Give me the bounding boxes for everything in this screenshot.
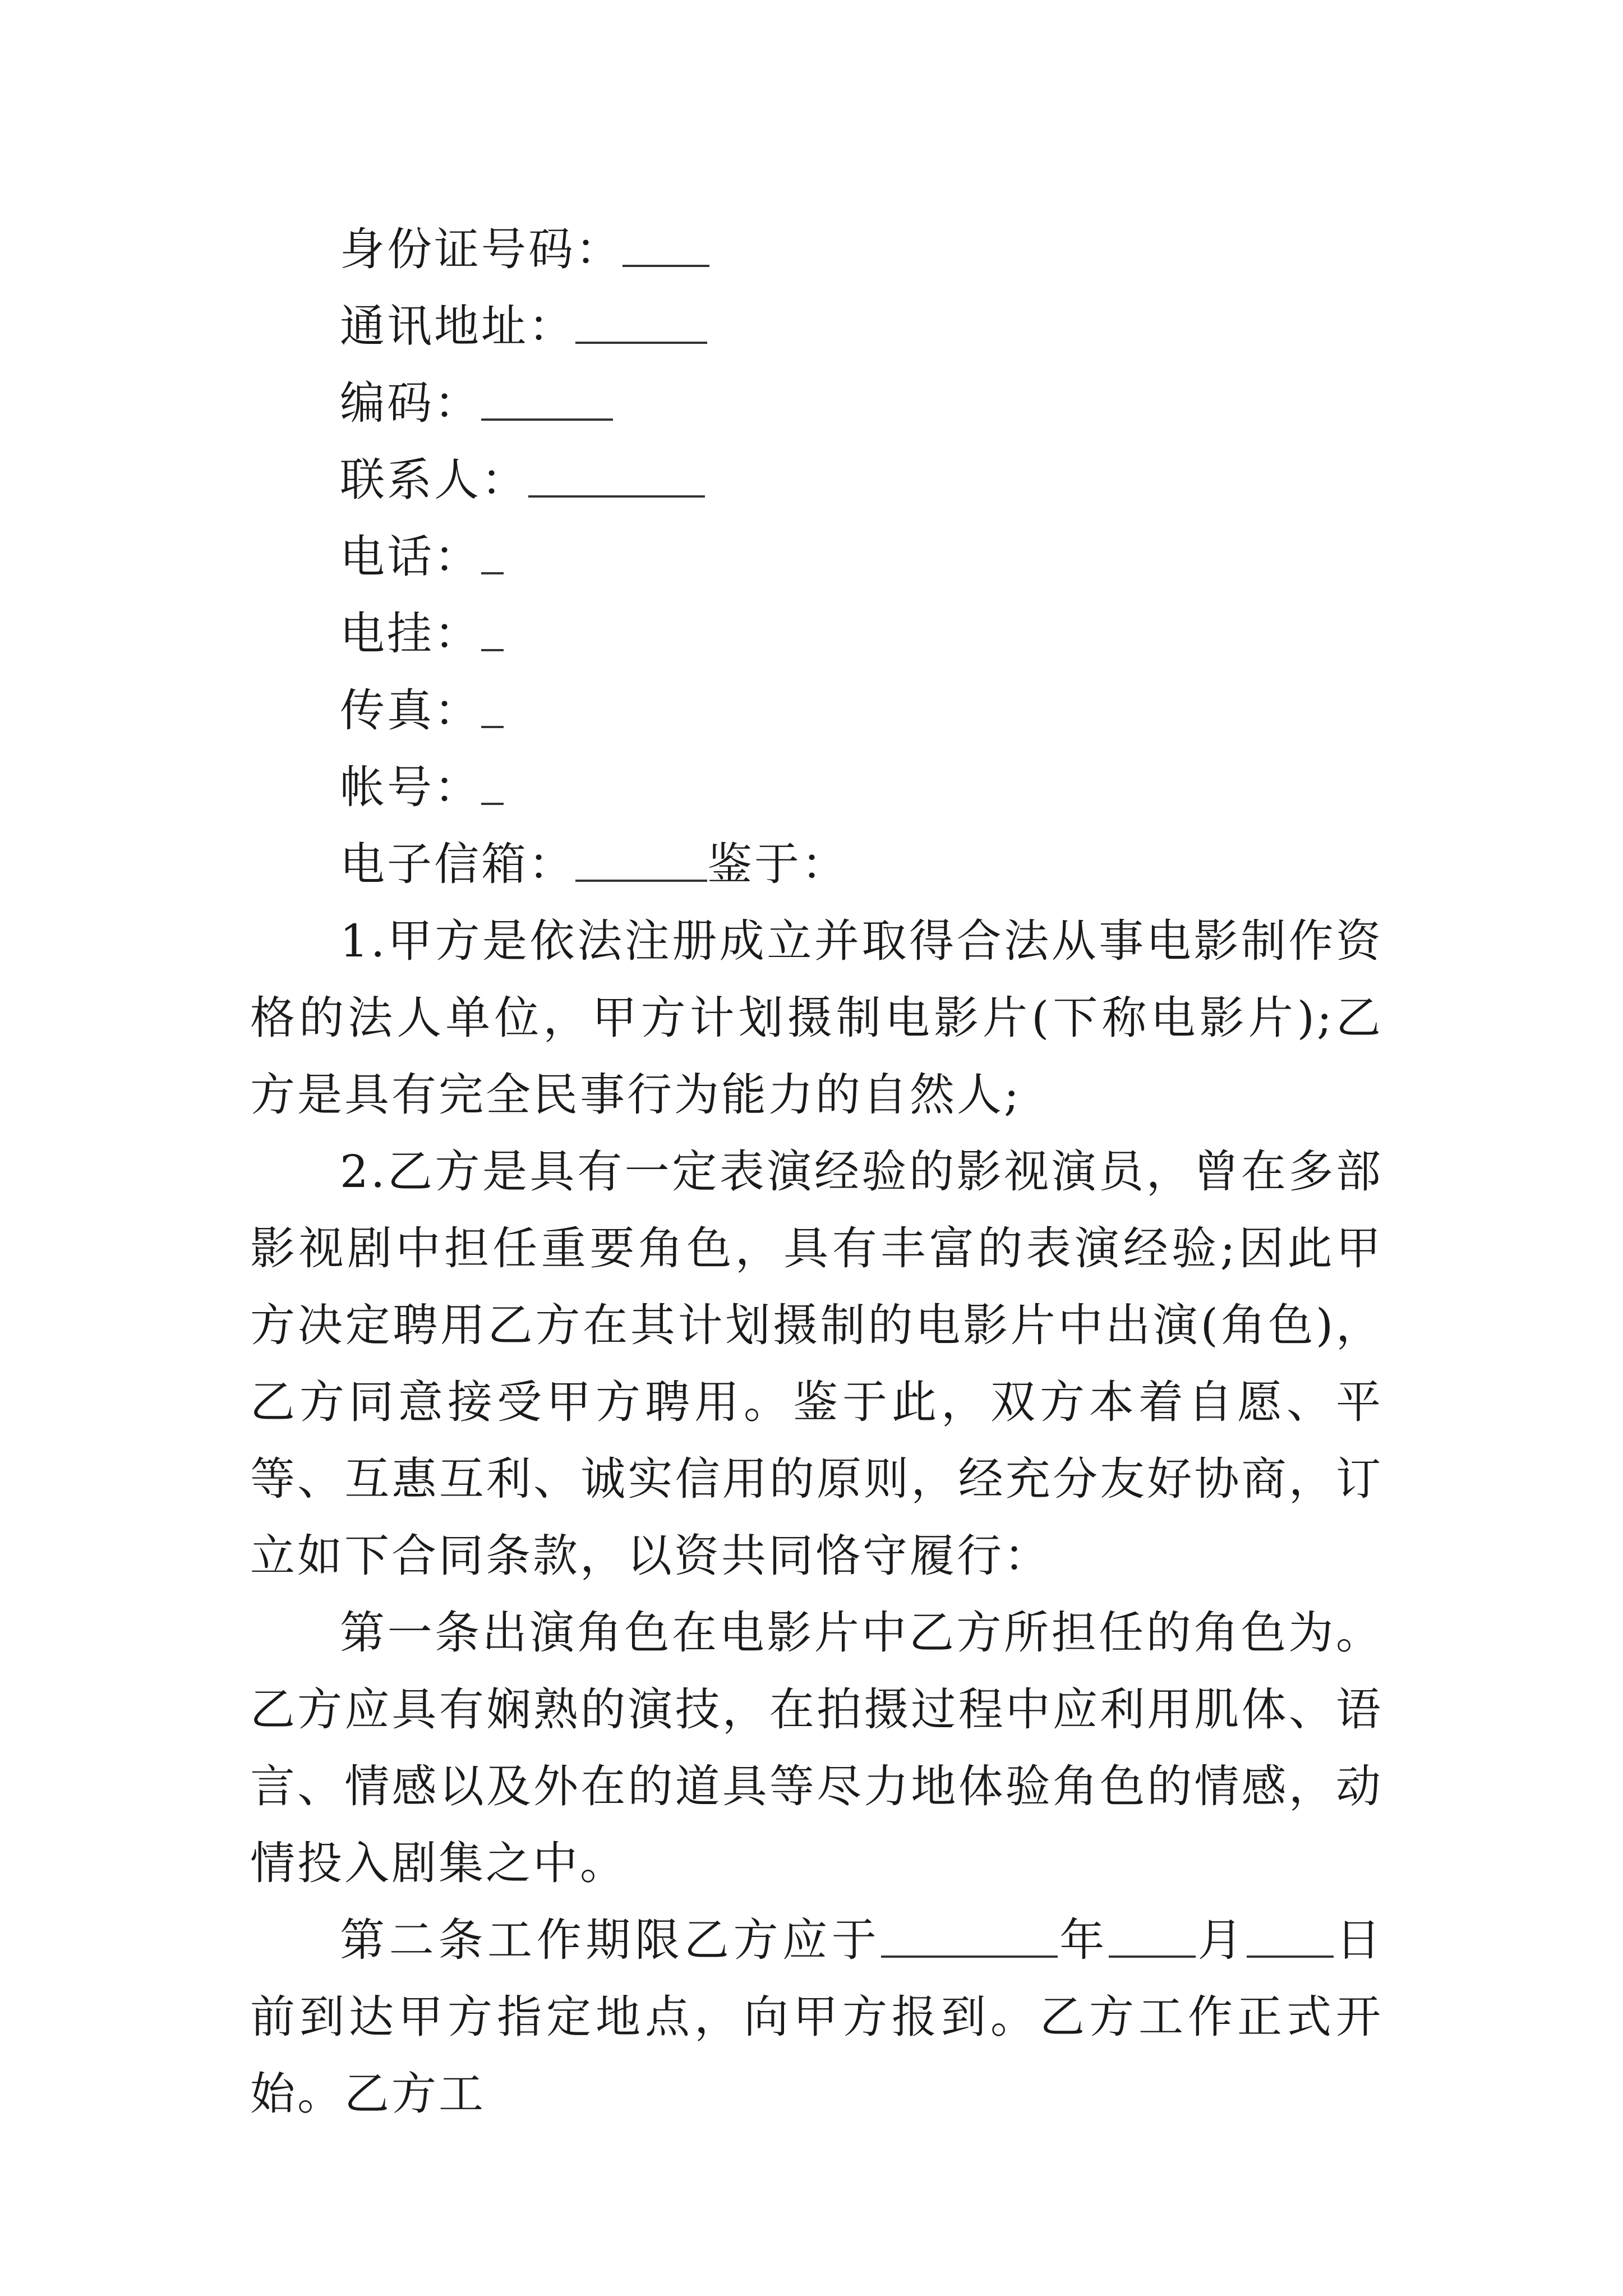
id-number-blank xyxy=(623,224,709,267)
contact-blank xyxy=(528,455,705,498)
month-label: 月 xyxy=(1195,1914,1247,1966)
article-2-prefix: 第二条工作期限乙方应于 xyxy=(340,1914,881,1966)
phone-label: 电话： xyxy=(340,531,481,583)
phone-blank xyxy=(481,532,504,574)
telex-line xyxy=(250,595,1383,672)
email-blank xyxy=(575,839,707,882)
contact-line xyxy=(250,441,1383,518)
article-2-paragraph xyxy=(250,1902,1383,2132)
article-2-rest: 日前到达甲方指定地点，向甲方报到。乙方工作正式开始。乙方工 xyxy=(250,1914,1383,2120)
email-label: 电子信箱： xyxy=(340,838,575,890)
postcode-blank xyxy=(481,378,613,421)
contact-label: 联系人： xyxy=(340,454,528,506)
whereas-label: 鉴于： xyxy=(707,838,849,890)
account-label: 帐号： xyxy=(340,761,481,813)
postcode-line xyxy=(250,365,1383,441)
email-line xyxy=(250,826,1383,903)
phone-line xyxy=(250,518,1383,595)
id-number-label: 身份证号码： xyxy=(340,223,623,275)
address-line xyxy=(250,288,1383,365)
whereas-paragraph-1: 1.甲方是依法注册成立并取得合法从事电影制作资格的法人单位，甲方计划摄制电影片(下称电影片);乙方是具有完全民事行为能力的自然人; xyxy=(250,915,1383,1121)
month-blank xyxy=(1109,1915,1196,1958)
article-1-paragraph: 第一条出演角色在电影片中乙方所担任的角色为。乙方应具有娴熟的演技，在拍摄过程中应利用肌体、语言、情感以及外在的道具等尽力地体验角色的情感，动情投入剧集之中。 xyxy=(250,1607,1383,1889)
address-blank xyxy=(575,301,707,344)
year-blank xyxy=(881,1915,1058,1958)
fax-blank xyxy=(481,685,504,728)
day-blank xyxy=(1247,1915,1334,1958)
fax-line xyxy=(250,672,1383,749)
account-blank xyxy=(481,762,504,805)
id-number-line xyxy=(250,211,1383,288)
postcode-label: 编码： xyxy=(340,377,481,429)
year-label: 年 xyxy=(1057,1914,1109,1966)
telex-label: 电挂： xyxy=(340,608,481,660)
address-label: 通讯地址： xyxy=(340,300,575,352)
account-line xyxy=(250,749,1383,826)
whereas-paragraph-2: 2.乙方是具有一定表演经验的影视演员，曾在多部影视剧中担任重要角色，具有丰富的表演经验;因此甲方决定聘用乙方在其计划摄制的电影片中出演(角色)，乙方同意接受甲方聘用。鉴于此，双方本着自愿、平等、互惠互利、诚实信用的原则，经充分友好协商，订立如下合同条款，以资共同恪守履行： xyxy=(250,1145,1383,1582)
fax-label: 传真： xyxy=(340,684,481,737)
telex-blank xyxy=(481,609,504,651)
contract-body xyxy=(250,211,1383,2132)
